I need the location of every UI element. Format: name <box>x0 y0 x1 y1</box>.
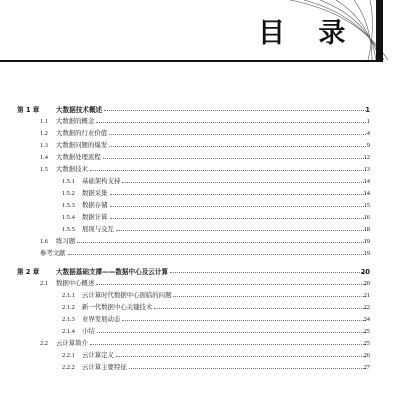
toc-entry-title: 数据中心概述 <box>56 280 95 287</box>
toc-entry[interactable] <box>0 116 400 128</box>
toc-entry[interactable] <box>0 212 400 224</box>
toc-page-number: 14 <box>363 178 370 185</box>
toc-chapter-entry[interactable] <box>0 104 400 116</box>
toc-entry[interactable] <box>0 290 400 302</box>
toc-leader-dots <box>116 356 366 357</box>
toc-entry[interactable] <box>0 152 400 164</box>
toc-page-number: 19 <box>363 250 370 257</box>
toc-chapter-entry[interactable] <box>0 266 400 278</box>
toc-leader-dots <box>109 146 366 147</box>
toc-entry-number: 第 2 章 <box>17 268 40 276</box>
page-header <box>0 0 400 80</box>
toc-page-number: 9 <box>366 142 370 149</box>
toc-entry-title: 云计算时代数据中心面临的问题 <box>82 292 172 299</box>
toc-entry-number: 2.1 <box>40 280 48 287</box>
toc-page-number: 1 <box>366 118 370 125</box>
table-of-contents <box>0 104 400 374</box>
toc-leader-dots <box>122 182 366 183</box>
toc-leader-dots <box>97 332 366 333</box>
toc-entry-number: 1.1 <box>40 118 48 125</box>
toc-page-number: 20 <box>360 268 370 276</box>
toc-leader-dots <box>90 344 366 345</box>
toc-entry-title: 业界发展动态 <box>82 316 121 323</box>
toc-entry-title: 大数据问题的爆发 <box>56 142 108 149</box>
toc-entry-title: 云计算定义 <box>82 352 114 359</box>
toc-entry[interactable] <box>0 176 400 188</box>
toc-leader-dots <box>96 122 366 123</box>
toc-page-number: 25 <box>363 328 370 335</box>
toc-page-number: 21 <box>363 292 370 299</box>
toc-entry-number: 第 1 章 <box>17 106 40 114</box>
toc-entry-number: 1.5.3 <box>62 202 75 209</box>
toc-leader-dots <box>110 218 366 219</box>
toc-page-number: 20 <box>363 280 370 287</box>
title-underline <box>0 60 383 62</box>
toc-entry-title: 大数据的概念 <box>56 118 95 125</box>
toc-entry[interactable] <box>0 278 400 290</box>
toc-page-number: 12 <box>363 154 370 161</box>
toc-leader-dots <box>68 254 366 255</box>
toc-entry-title: 数据存储 <box>82 202 108 209</box>
toc-entry[interactable] <box>0 188 400 200</box>
toc-entry-title: 云计算主要特征 <box>82 364 127 371</box>
toc-entry-number: 1.5.2 <box>62 190 75 197</box>
toc-entry-number: 1.3 <box>40 142 48 149</box>
toc-entry-title: 云计算简介 <box>56 340 88 347</box>
toc-page-number: 15 <box>363 202 370 209</box>
toc-entry-title: 参考文献 <box>40 250 66 257</box>
toc-entry[interactable] <box>0 236 400 248</box>
toc-page-number: 13 <box>363 166 370 173</box>
toc-entry-title: 大数据基础支撑——数据中心及云计算 <box>56 268 169 276</box>
toc-entry-number: 2.1.4 <box>62 328 75 335</box>
toc-entry[interactable] <box>0 302 400 314</box>
toc-entry-number: 2.2.2 <box>62 364 75 371</box>
toc-entry-title: 大数据的行业价值 <box>56 130 108 137</box>
toc-entry-number: 2.1.2 <box>62 304 75 311</box>
toc-entry[interactable] <box>0 140 400 152</box>
toc-page-number: 19 <box>363 238 370 245</box>
toc-entry-number: 1.4 <box>40 154 48 161</box>
toc-page-number: 18 <box>363 226 370 233</box>
toc-entry-number: 1.2 <box>40 130 48 137</box>
toc-entry-number: 1.5.4 <box>62 214 75 221</box>
toc-entry-title: 大数据技术概述 <box>56 106 103 114</box>
toc-leader-dots <box>77 242 366 243</box>
toc-page-number: 16 <box>363 214 370 221</box>
toc-entry-number: 2.2.1 <box>62 352 75 359</box>
toc-page-number: 4 <box>366 130 370 137</box>
toc-entry-title: 数据计算 <box>82 214 108 221</box>
toc-page-number: 1 <box>365 106 370 114</box>
toc-entry[interactable] <box>0 350 400 362</box>
toc-entry-number: 1.5.1 <box>62 178 75 185</box>
toc-entry-number: 1.5 <box>40 166 48 173</box>
toc-entry-title: 练习题 <box>56 238 76 245</box>
toc-entry-number: 2.1.1 <box>62 292 75 299</box>
toc-leader-dots <box>170 272 366 273</box>
toc-entry-title: 大数据处理流程 <box>56 154 101 161</box>
toc-page-number: 22 <box>363 304 370 311</box>
toc-entry[interactable] <box>0 224 400 236</box>
toc-entry-number: 1.6 <box>40 238 48 245</box>
toc-entry[interactable] <box>0 164 400 176</box>
toc-entry-title: 新一代数据中心关键技术 <box>82 304 153 311</box>
toc-leader-dots <box>122 320 366 321</box>
toc-leader-dots <box>154 308 366 309</box>
toc-entry[interactable] <box>0 314 400 326</box>
toc-page-number: 26 <box>363 352 370 359</box>
title-side-bar <box>376 0 383 62</box>
toc-entry-number: 1.5.5 <box>62 226 75 233</box>
toc-entry-title: 展现与交互 <box>82 226 114 233</box>
toc-entry[interactable] <box>0 128 400 140</box>
toc-leader-dots <box>110 206 366 207</box>
toc-page-number: 14 <box>363 190 370 197</box>
toc-entry[interactable] <box>0 338 400 350</box>
toc-entry[interactable] <box>0 362 400 374</box>
toc-entry[interactable] <box>0 200 400 212</box>
toc-page-number: 25 <box>363 340 370 347</box>
toc-entry[interactable] <box>0 248 400 260</box>
toc-leader-dots <box>103 158 366 159</box>
toc-entry-title: 小结 <box>82 328 95 335</box>
toc-leader-dots <box>109 134 366 135</box>
toc-leader-dots <box>173 296 366 297</box>
toc-entry-title: 基础架构支持 <box>82 178 121 185</box>
toc-entry-title: 大数据技术 <box>56 166 88 173</box>
page-title: 目 录 <box>258 18 358 49</box>
toc-entry-number: 2.1.3 <box>62 316 75 323</box>
toc-leader-dots <box>116 230 366 231</box>
toc-page-number: 27 <box>363 364 370 371</box>
toc-entry[interactable] <box>0 326 400 338</box>
toc-leader-dots <box>90 170 366 171</box>
toc-page-number: 24 <box>363 316 370 323</box>
toc-leader-dots <box>129 368 366 369</box>
toc-leader-dots <box>96 284 366 285</box>
toc-leader-dots <box>104 110 366 111</box>
toc-entry-number: 2.2 <box>40 340 48 347</box>
toc-leader-dots <box>110 194 366 195</box>
toc-entry-title: 数据采集 <box>82 190 108 197</box>
